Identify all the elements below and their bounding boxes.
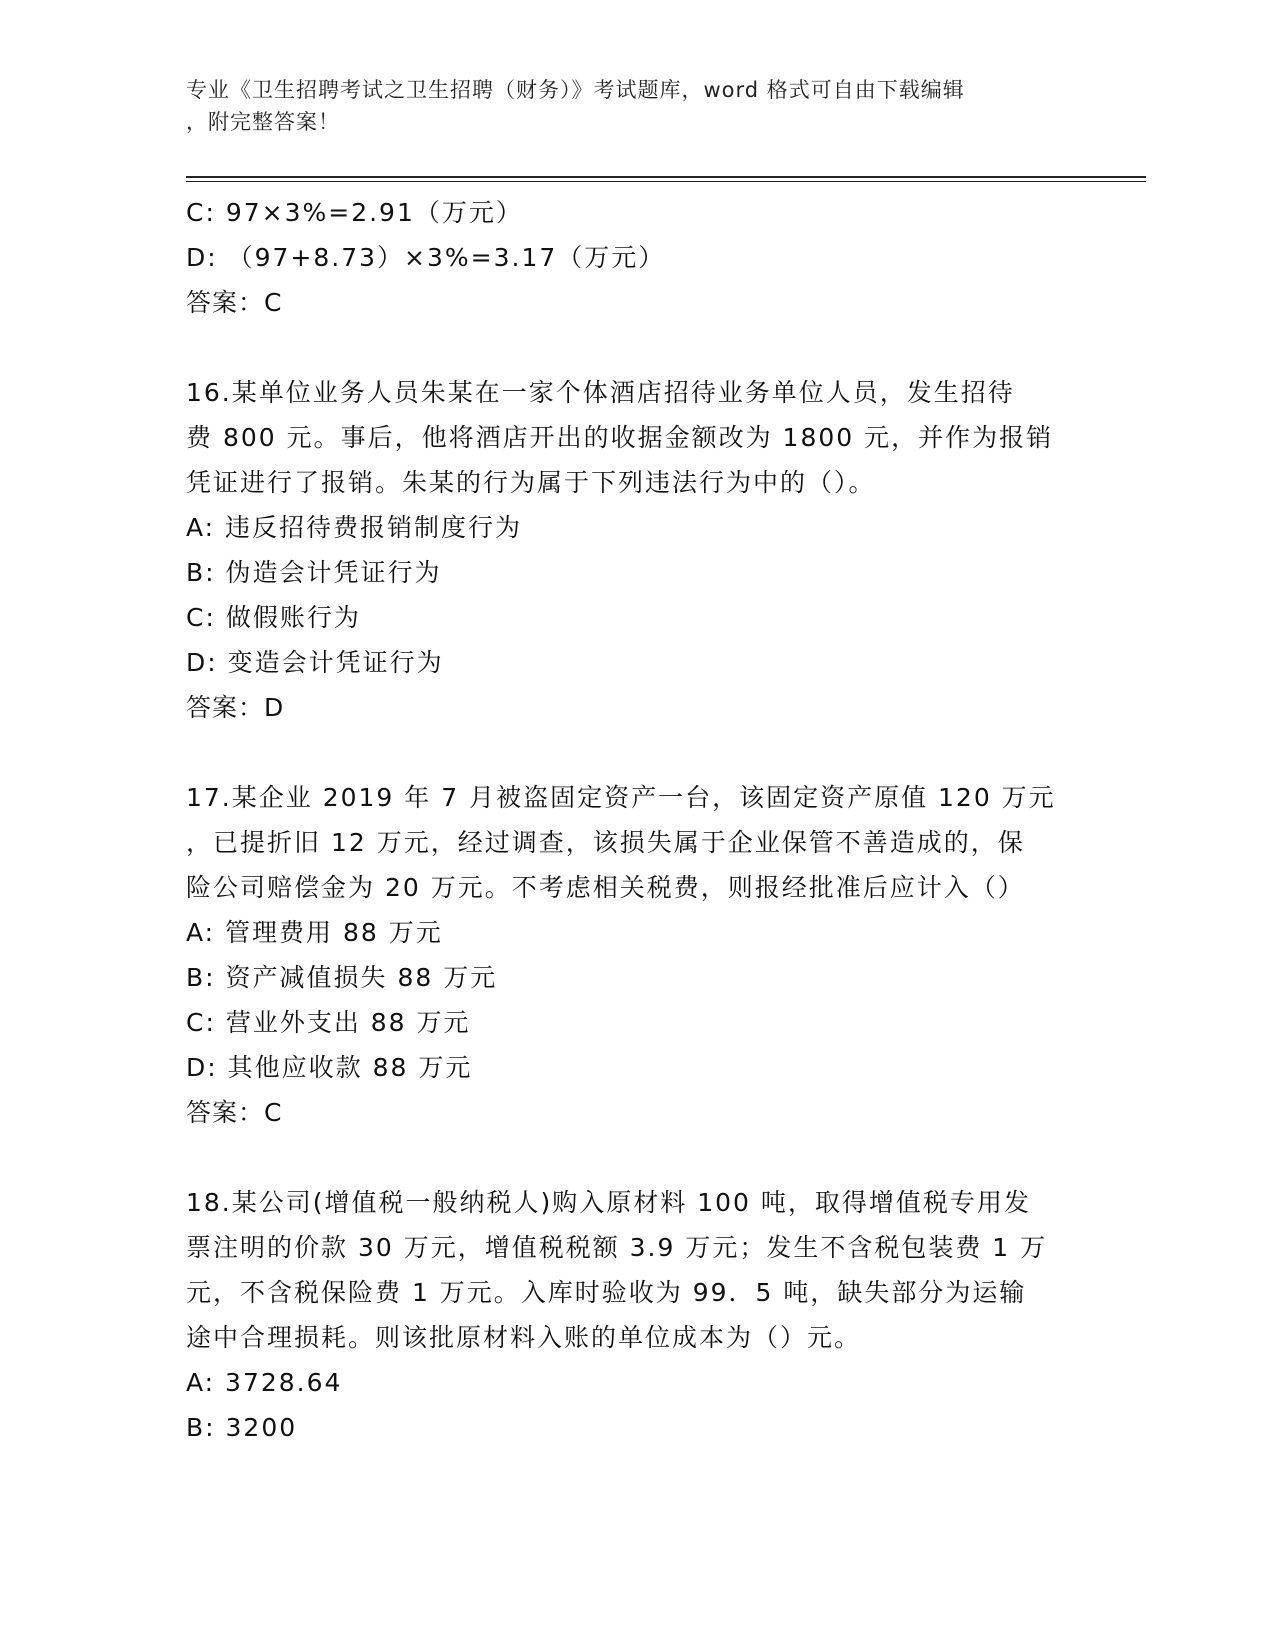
q17-answer: 答案：C	[186, 1098, 283, 1127]
document-body	[186, 190, 1066, 1450]
document-header	[186, 74, 1066, 138]
q17-stem-line-2: ，已提折旧 12 万元，经过调查，该损失属于企业保管不善造成的，保	[186, 828, 1025, 857]
q16-option-d: D: 变造会计凭证行为	[186, 648, 444, 677]
q15-option-d: D: （97+8.73）×3%=3.17（万元）	[186, 243, 666, 272]
q15-answer: 答案：C	[186, 288, 283, 317]
header-divider-thick	[186, 176, 1146, 178]
q17-stem-line-3: 险公司赔偿金为 20 万元。不考虑相关税费，则报经批准后应计入（）	[186, 873, 1025, 902]
q18-stem-line-1: 18.某公司(增值税一般纳税人)购入原材料 100 吨，取得增值税专用发	[186, 1188, 1031, 1217]
q17-option-a: A: 管理费用 88 万元	[186, 918, 443, 947]
q18-stem-line-2: 票注明的价款 30 万元，增值税税额 3.9 万元；发生不含税包装费 1 万	[186, 1233, 1048, 1262]
q16-option-c: C: 做假账行为	[186, 603, 361, 632]
q17-stem-line-1: 17.某企业 2019 年 7 月被盗固定资产一台，该固定资产原值 120 万元	[186, 783, 1056, 812]
q16-stem-line-2: 费 800 元。事后，他将酒店开出的收据金额改为 1800 元，并作为报销	[186, 423, 1054, 452]
q18-stem-line-3: 元，不含税保险费 1 万元。入库时验收为 99．5 吨，缺失部分为运输	[186, 1278, 1027, 1307]
q16-stem-line-1: 16.某单位业务人员朱某在一家个体酒店招待业务单位人员，发生招待	[186, 378, 1015, 407]
q18-stem-line-4: 途中合理损耗。则该批原材料入账的单位成本为（）元。	[186, 1323, 862, 1352]
spacer	[186, 730, 1066, 775]
q16-option-a: A: 违反招待费报销制度行为	[186, 513, 523, 542]
spacer	[186, 325, 1066, 370]
q17-option-d: D: 其他应收款 88 万元	[186, 1053, 473, 1082]
q15-option-c: C: 97×3%=2.91（万元）	[186, 198, 523, 227]
header-line-1: 专业《卫生招聘考试之卫生招聘（财务）》考试题库，word 格式可自由下载编辑	[186, 78, 965, 102]
q16-answer: 答案：D	[186, 693, 285, 722]
q16-option-b: B: 伪造会计凭证行为	[186, 558, 442, 587]
q18-option-a: A: 3728.64	[186, 1368, 343, 1397]
header-line-2: ，附完整答案！	[186, 110, 340, 134]
q17-option-b: B: 资产减值损失 88 万元	[186, 963, 498, 992]
q16-stem-line-3: 凭证进行了报销。朱某的行为属于下列违法行为中的（）。	[186, 468, 876, 497]
q17-option-c: C: 营业外支出 88 万元	[186, 1008, 471, 1037]
header-divider-thin	[186, 181, 1146, 182]
spacer	[186, 1135, 1066, 1180]
q18-option-b: B: 3200	[186, 1413, 298, 1442]
